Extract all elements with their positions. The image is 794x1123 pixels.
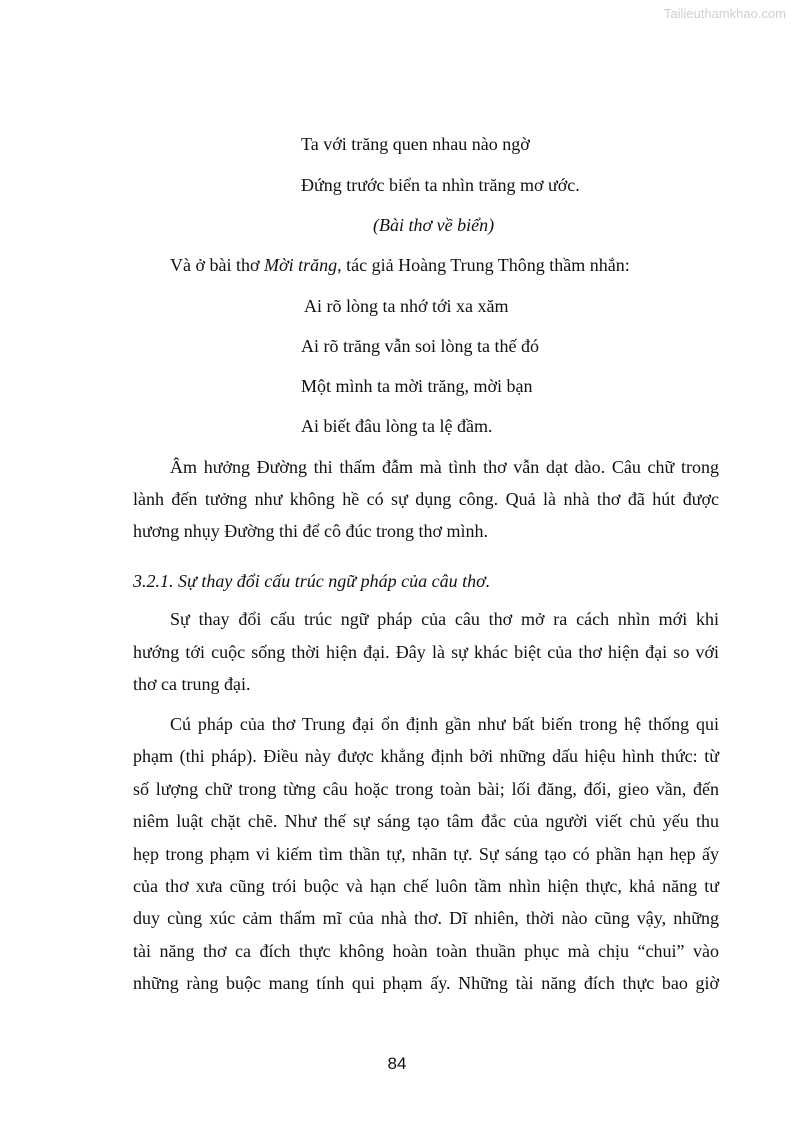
- para1-line-2: lành đến tưởng như không hề có sự dụng công. Quả là nhà thơ đã hút được: [133, 489, 719, 509]
- intro-after: , tác giả Hoàng Trung Thông thầm nhắn:: [337, 255, 630, 275]
- para2-line-2: hướng tới cuộc sống thời hiện đại. Đây là sự khác biệt của thơ hiện đại so với: [133, 642, 719, 662]
- para3-line-8: tài năng thơ ca đích thực không hoàn toàn thuần phục mà chịu “chui” vào: [133, 941, 719, 961]
- watermark: Tailieuthamkhao.com: [663, 6, 786, 21]
- para3-line-7: duy cùng xúc cảm thẩm mĩ của nhà thơ. Dĩ nhiên, thời nào cũng vậy, những: [133, 908, 719, 928]
- poem2-line-1: Ai rõ lòng ta nhớ tới xa xăm: [304, 296, 509, 316]
- poem1-source: (Bài thơ về biển): [373, 215, 495, 235]
- poem-title: Mời trăng: [264, 255, 338, 275]
- para3-line-3: số lượng chữ trong từng câu hoặc trong toàn bài; lối đăng, đối, gieo vần, đến: [133, 779, 719, 799]
- para3-line-9: những ràng buộc mang tính qui phạm ấy. Những tài năng đích thực bao giờ: [133, 973, 719, 993]
- poem1-line-1: Ta với trăng quen nhau nào ngờ: [301, 134, 530, 154]
- page-number: 84: [387, 1054, 407, 1073]
- section-heading: 3.2.1. Sự thay đổi cấu trúc ngữ pháp của câu thơ.: [133, 571, 491, 591]
- para2-line-1: Sự thay đổi cấu trúc ngữ pháp của câu thơ mở ra cách nhìn mới khi: [170, 609, 719, 629]
- poem2-line-2: Ai rõ trăng vẫn soi lòng ta thế đó: [301, 336, 539, 356]
- intro-before: Và ở bài thơ: [170, 255, 265, 275]
- para3-line-2: phạm (thi pháp). Điều này được khẳng định bởi những dấu hiệu hình thức: từ: [133, 746, 719, 766]
- poem2-line-4: Ai biết đâu lòng ta lệ đầm.: [301, 416, 493, 436]
- intro-line: [170, 254, 630, 276]
- para3-line-5: hẹp trong phạm vi kiếm tìm thần tự, nhãn tự. Sự sáng tạo có phần hạn hẹp ấy: [133, 844, 719, 864]
- poem2-line-3: Một mình ta mời trăng, mời bạn: [301, 376, 533, 396]
- para3-line-6: của thơ xưa cũng trói buộc và hạn chế luôn tầm nhìn hiện thực, khả năng tư: [133, 876, 719, 896]
- para2-line-3: thơ ca trung đại.: [133, 674, 251, 694]
- para3-line-4: niêm luật chặt chẽ. Như thế sự sáng tạo tâm đắc của người viết chủ yếu thu: [133, 811, 719, 831]
- para1-line-1: Âm hưởng Đường thi thấm đẫm mà tình thơ vẫn dạt dào. Câu chữ trong: [170, 457, 719, 477]
- para1-line-3: hương nhụy Đường thi để cô đúc trong thơ mình.: [133, 521, 489, 541]
- para3-line-1: Cú pháp của thơ Trung đại ổn định gần như bất biến trong hệ thống qui: [170, 714, 719, 734]
- poem1-line-2: Đứng trước biển ta nhìn trăng mơ ước.: [301, 175, 580, 195]
